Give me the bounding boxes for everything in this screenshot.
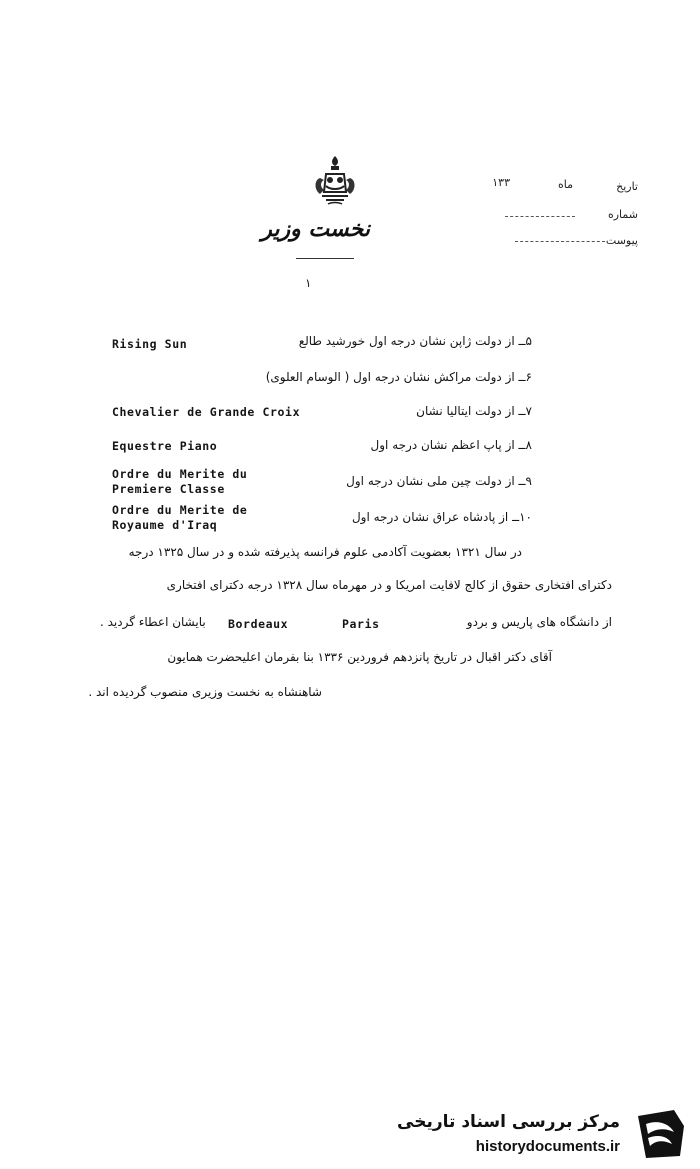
paris-label: Paris	[342, 617, 380, 631]
item-10-persian: ۱۰ــ از پادشاه عراق نشان درجه اول	[351, 510, 532, 524]
bordeaux-label: Bordeaux	[228, 617, 289, 631]
paragraph-2-line-1: آقای دکتر اقبال در تاریخ پانزدهم فروردین ۱۳۳۶ بنا بفرمان اعلیحضرت همایون	[167, 650, 552, 664]
paragraph-1-line-1: در سال ۱۳۲۱ بعضویت آکادمی علوم فرانسه پذیرفته شده و در سال ۱۳۲۵ درجه	[128, 545, 522, 559]
item-6-persian: ۶ــ از دولت مراکش نشان درجه اول ( الوسام العلوی)	[265, 370, 532, 384]
item-8-persian: ۸ــ از پاپ اعظم نشان درجه اول	[370, 438, 532, 452]
item-9-french-line1: Ordre du Merite du	[112, 467, 248, 481]
attachment-label: پیوست	[605, 234, 638, 247]
date-label: تاریخ	[616, 180, 638, 193]
item-9-french-line2: Premiere Classe	[112, 482, 225, 496]
item-7-persian: ۷ــ از دولت ایتالیا نشان	[416, 404, 532, 418]
item-10-french-line2: Royaume d'Iraq	[112, 518, 218, 532]
paragraph-1-line-3a: از دانشگاه های پاریس و بردو	[466, 615, 612, 629]
attachment-field-line	[515, 241, 605, 242]
archive-logo-icon	[632, 1106, 690, 1162]
page-mark: ۱	[305, 276, 312, 290]
item-5-persian: ۵ــ از دولت ژاپن نشان درجه اول خورشید طالع	[298, 334, 532, 348]
item-10-french-line1: Ordre du Merite de	[112, 503, 248, 517]
paragraph-2-line-2: شاهنشاه به نخست وزیری منصوب گردیده اند .	[88, 685, 322, 699]
number-field-line	[505, 216, 575, 217]
footer-archive-title: مرکز بررسی اسناد تاریخی	[397, 1112, 620, 1132]
date-year-value: ۱۳۳	[492, 176, 510, 189]
item-8-french: Equestre Piano	[112, 439, 218, 453]
item-7-french: Chevalier de Grande Croix	[112, 405, 301, 419]
paragraph-1-line-3b: بایشان اعطاء گردید .	[100, 615, 206, 629]
footer-archive-url: historydocuments.ir	[475, 1138, 620, 1155]
crown-lion-emblem-icon	[300, 150, 370, 220]
office-title: نخست وزیر	[261, 216, 370, 242]
paragraph-1-line-2: دکترای افتخاری حقوق از کالج لافایت امریکا و در مهرماه سال ۱۳۲۸ درجه دکترای افتخاری	[166, 578, 612, 592]
item-5-french: Rising Sun	[112, 337, 188, 351]
number-label: شماره	[607, 208, 638, 221]
office-title-underline	[296, 258, 354, 259]
item-9-persian: ۹ــ از دولت چین ملی نشان درجه اول	[346, 474, 532, 488]
date-month-label: ماه	[557, 178, 573, 191]
